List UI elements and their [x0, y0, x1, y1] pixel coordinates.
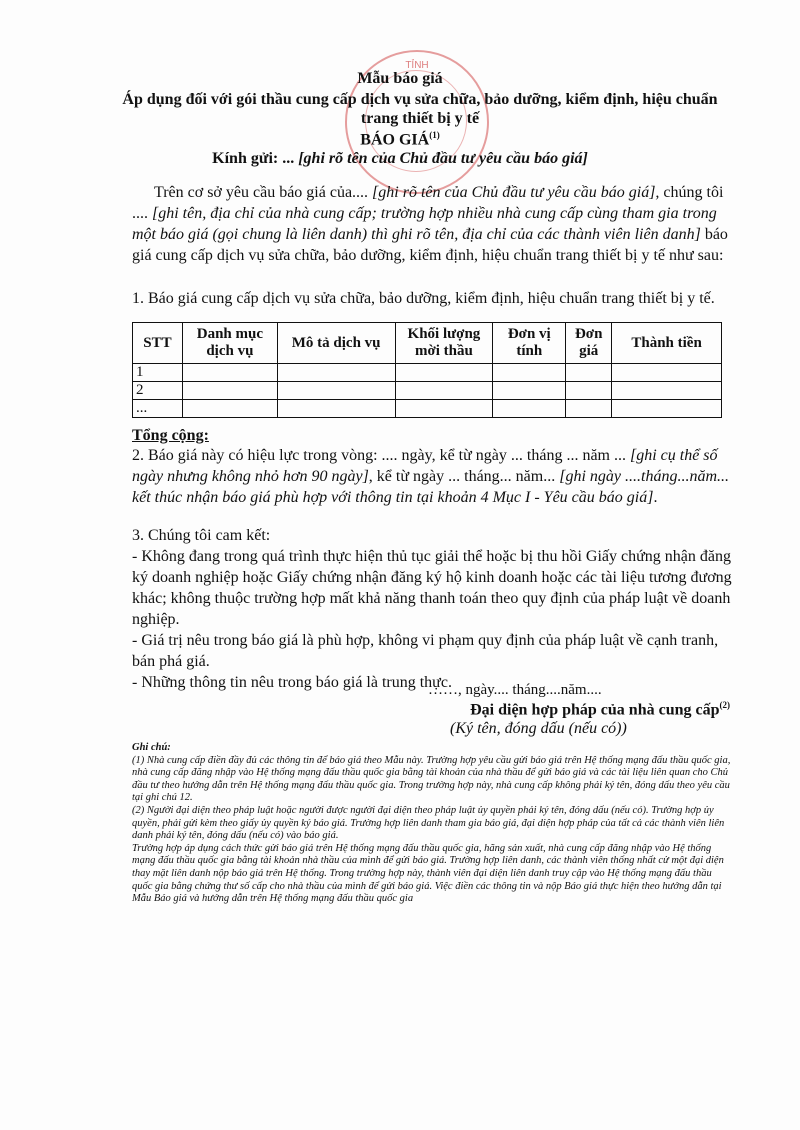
table-cell	[277, 400, 395, 418]
col-header-description: Mô tả dịch vụ	[277, 323, 395, 364]
signature-title	[390, 700, 730, 719]
notes-heading: Ghi chú:	[132, 742, 171, 753]
section-1: 1. Báo giá cung cấp dịch vụ sửa chữa, bảo dưỡng, kiểm định, hiệu chuẩn trang thiết bị y tế.	[132, 290, 715, 307]
row-number: 1	[133, 364, 183, 382]
recipient-line	[0, 150, 800, 168]
form-title: Mẫu báo giá	[357, 70, 443, 87]
signature-note: (Ký tên, đóng dấu (nếu có))	[450, 720, 627, 737]
intro-part-3: chúng tôi ....	[132, 184, 724, 222]
table-cell	[395, 382, 493, 400]
intro-part-1: Trên cơ sở yêu cầu báo giá của....	[154, 184, 369, 201]
table-row	[133, 382, 722, 400]
table-cell	[566, 400, 612, 418]
section-2-part-4: [ghi ngày ....tháng...năm... kết thúc nhận báo giá phù hợp với thông tin tại khoản 4 Mục I - Yêu cầu báo giá]	[132, 468, 729, 506]
notes-section	[132, 742, 732, 906]
table-cell	[493, 364, 566, 382]
recipient-value: [ghi rõ tên của Chủ đầu tư yêu cầu báo giá]	[294, 150, 588, 167]
note-item: (1) Nhà cung cấp điền đầy đủ các thông tin để báo giá theo Mẫu này. Trường hợp yêu cầu gửi báo giá trên Hệ thống mạng đấu thầu quốc gia, nhà cung cấp đăng nhập vào Hệ thống mạng đấu thầu quốc gia bằng tài khoản của nhà thầu để gửi báo giá và các tài liệu liên quan cho Chủ đầu tư theo hướng dẫn trên Hệ thống mạng đấu thầu quốc gia. Trong trường hợp này, nhà cung cấp không phải ký tên, đóng dấu theo yêu cầu tại ghi chú 12.	[132, 754, 731, 804]
commitment-item: - Không đang trong quá trình thực hiện thủ tục giải thể hoặc bị thu hồi Giấy chứng nhận đăng ký doanh nghiệp hoặc Giấy chứng nhận đăng ký hộ kinh doanh hoặc các tài liệu tương đương khác; không thuộc trường hợp mất khả năng thanh toán theo quy định của pháp luật về doanh nghiệp.	[132, 548, 732, 628]
table-cell	[493, 382, 566, 400]
section-2-part-5: .	[653, 489, 658, 506]
table-row	[133, 364, 722, 382]
footnote-ref-1: (1)	[429, 130, 440, 140]
section-3	[132, 525, 732, 693]
table-cell	[182, 364, 277, 382]
section-2-part-1: 2. Báo giá này có hiệu lực trong vòng: .... ngày, kể từ ngày ... tháng ... năm ...	[132, 447, 626, 464]
note-item: Trường hợp áp dụng cách thức gửi báo giá trên Hệ thống mạng đấu thầu quốc gia, hãng sản xuất, nhà cung cấp đăng nhập vào Hệ thống mạng đấu thầu quốc gia bằng tài khoản nhà thầu của mình để gửi báo giá. Trường hợp liên danh, các thành viên thống nhất cử một đại diện thay mặt liên danh nộp báo giá trên Hệ thống. Trong trường hợp này, thành viên đại diện liên danh truy cập vào Hệ thống mạng đấu thầu quốc gia bằng chứng thư số cấp cho nhà thầu của mình để gửi báo giá. Việc điền các thông tin và nộp Báo giá thực hiện theo hướng dẫn tại Mẫu Báo giá và hướng dẫn trên Hệ thống mạng đấu thầu quốc gia	[132, 842, 724, 905]
table-cell	[612, 364, 722, 382]
form-subtitle: Áp dụng đối với gói thầu cung cấp dịch vụ sửa chữa, bảo dưỡng, kiểm định, hiệu chuẩn trang thiết bị y tế	[122, 91, 718, 127]
col-header-unit: Đơn vị tính	[493, 323, 566, 364]
row-number: ...	[133, 400, 183, 418]
table-cell	[566, 364, 612, 382]
table-cell	[566, 382, 612, 400]
col-header-total: Thành tiền	[612, 323, 722, 364]
footnote-ref-2: (2)	[719, 700, 730, 710]
section-3-heading: 3. Chúng tôi cam kết:	[132, 527, 271, 544]
table-cell	[277, 382, 395, 400]
note-item: (2) Người đại diện theo pháp luật hoặc người được người đại diện theo pháp luật ủy quyền phải ký tên, đóng dấu (nếu có). Trường hợp ủy quyền, phải gửi kèm theo giấy ủy quyền ký báo giá. Trường hợp liên danh tham gia báo giá, đại diện hợp pháp của tất cả các thành viên liên danh phải ký tên, đóng dấu (nếu có) vào báo giá.	[132, 804, 725, 842]
section-2	[132, 445, 732, 508]
row-number: 2	[133, 382, 183, 400]
table-header-row	[133, 323, 722, 364]
commitment-item: - Những thông tin nêu trong báo giá là trung thực.	[132, 674, 452, 691]
table-cell	[182, 382, 277, 400]
table-cell	[395, 400, 493, 418]
document-title-text: BÁO GIÁ	[360, 131, 430, 149]
recipient-label: Kính gửi: ...	[212, 150, 295, 167]
signature-date: ……, ngày.... tháng....năm....	[428, 682, 602, 698]
document-title	[0, 130, 800, 149]
intro-part-4: [ghi tên, địa chỉ của nhà cung cấp; trường hợp nhiều nhà cung cấp cùng tham gia trong một báo giá (gọi chung là liên danh) thì ghi rõ tên, địa chỉ của các thành viên liên danh]	[132, 205, 717, 243]
table-cell	[493, 400, 566, 418]
col-header-stt: STT	[133, 323, 183, 364]
commitment-item: - Giá trị nêu trong báo giá là phù hợp, không vi phạm quy định của pháp luật về cạnh tranh, bán phá giá.	[132, 632, 719, 670]
table-cell	[395, 364, 493, 382]
quote-table	[132, 322, 722, 418]
section-2-part-3: , kể từ ngày ... tháng... năm...	[368, 468, 556, 485]
intro-part-2: [ghi rõ tên của Chủ đầu tư yêu cầu báo giá],	[368, 184, 660, 201]
col-header-service-list: Danh mục dịch vụ	[182, 323, 277, 364]
stamp-text: TỈNH	[405, 60, 429, 71]
table-row	[133, 400, 722, 418]
table-cell	[277, 364, 395, 382]
signature-title-text: Đại diện hợp pháp của nhà cung cấp	[470, 701, 720, 719]
table-cell	[612, 400, 722, 418]
table-cell	[182, 400, 277, 418]
intro-paragraph	[132, 182, 732, 266]
section-2-part-2: [ghi cụ thể số ngày nhưng không nhỏ hơn 90 ngày]	[132, 447, 718, 485]
col-header-unit-price: Đơn giá	[566, 323, 612, 364]
intro-part-5: báo giá cung cấp dịch vụ sửa chữa, bảo dưỡng, kiểm định, hiệu chuẩn trang thiết bị y tế như sau:	[132, 226, 728, 264]
table-cell	[612, 382, 722, 400]
col-header-quantity: Khối lượng mời thầu	[395, 323, 493, 364]
total-label: Tổng cộng:	[132, 427, 209, 444]
